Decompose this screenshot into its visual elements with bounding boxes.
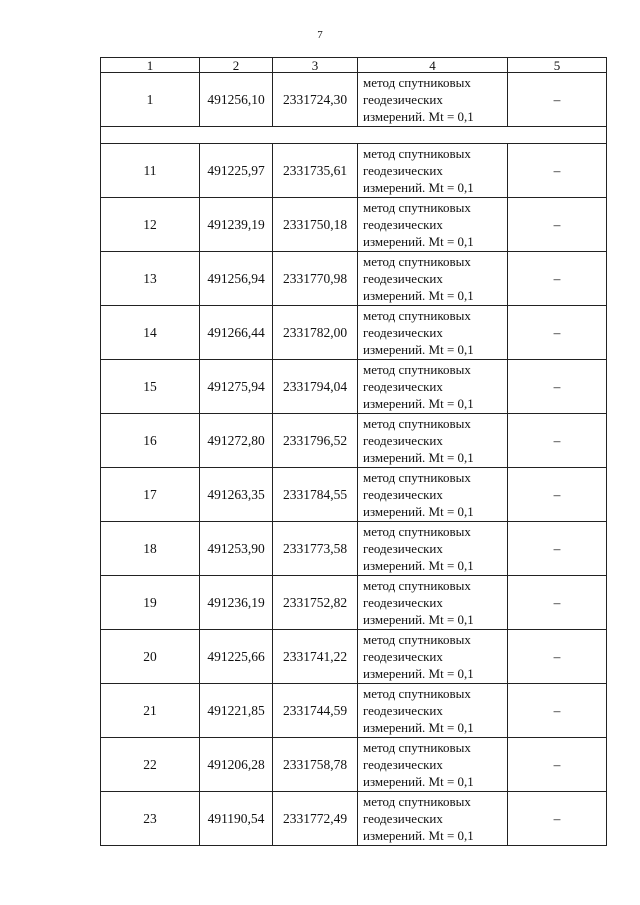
method-line: измерений. Mt = 0,1 [363,666,474,681]
y-coordinate-cell: 2331735,61 [273,144,358,198]
y-coordinate-cell: 2331782,00 [273,306,358,360]
method-line: метод спутниковых [363,578,471,593]
table-row [101,414,607,468]
table-row [101,684,607,738]
column-header: 5 [508,58,607,73]
method-cell [358,360,508,414]
method-line: метод спутниковых [363,470,471,485]
x-coordinate-cell: 491256,10 [200,73,273,127]
method-line: метод спутниковых [363,416,471,431]
method-cell [358,144,508,198]
method-line: геодезических [363,595,443,610]
method-line: измерений. Mt = 0,1 [363,288,474,303]
description-cell: – [508,306,607,360]
method-line: измерений. Mt = 0,1 [363,109,474,124]
coordinates-table-body [101,58,607,846]
y-coordinate-cell: 2331750,18 [273,198,358,252]
method-line: измерений. Mt = 0,1 [363,180,474,195]
coordinates-table [100,57,607,846]
method-line: измерений. Mt = 0,1 [363,612,474,627]
method-line: геодезических [363,703,443,718]
method-line: геодезических [363,811,443,826]
method-line: метод спутниковых [363,75,471,90]
point-number-cell: 12 [101,198,200,252]
method-cell [358,306,508,360]
table-row [101,468,607,522]
table-row [101,252,607,306]
point-number-cell: 18 [101,522,200,576]
y-coordinate-cell: 2331758,78 [273,738,358,792]
table-row [101,198,607,252]
y-coordinate-cell: 2331724,30 [273,73,358,127]
description-cell: – [508,198,607,252]
method-line: геодезических [363,757,443,772]
column-header: 2 [200,58,273,73]
description-cell: – [508,522,607,576]
x-coordinate-cell: 491225,66 [200,630,273,684]
y-coordinate-cell: 2331744,59 [273,684,358,738]
method-line: метод спутниковых [363,632,471,647]
method-line: измерений. Mt = 0,1 [363,396,474,411]
table-row [101,73,607,127]
table-row [101,306,607,360]
table-row [101,738,607,792]
x-coordinate-cell: 491272,80 [200,414,273,468]
column-header: 3 [273,58,358,73]
method-line: геодезических [363,379,443,394]
method-line: измерений. Mt = 0,1 [363,342,474,357]
method-line: геодезических [363,325,443,340]
method-line: геодезических [363,433,443,448]
method-line: измерений. Mt = 0,1 [363,450,474,465]
table-header-row [101,58,607,73]
point-number-cell: 19 [101,576,200,630]
point-number-cell: 21 [101,684,200,738]
method-cell [358,684,508,738]
method-line: метод спутниковых [363,524,471,539]
table-row [101,576,607,630]
x-coordinate-cell: 491206,28 [200,738,273,792]
method-line: метод спутниковых [363,146,471,161]
column-header: 4 [358,58,508,73]
point-number-cell: 1 [101,73,200,127]
method-cell [358,414,508,468]
point-number-cell: 22 [101,738,200,792]
description-cell: – [508,468,607,522]
method-line: метод спутниковых [363,794,471,809]
x-coordinate-cell: 491253,90 [200,522,273,576]
method-line: геодезических [363,217,443,232]
method-line: измерений. Mt = 0,1 [363,828,474,843]
method-line: геодезических [363,271,443,286]
table-row [101,792,607,846]
x-coordinate-cell: 491266,44 [200,306,273,360]
method-line: геодезических [363,649,443,664]
table-row [101,360,607,414]
y-coordinate-cell: 2331741,22 [273,630,358,684]
table-row [101,630,607,684]
y-coordinate-cell: 2331773,58 [273,522,358,576]
description-cell: – [508,738,607,792]
method-line: метод спутниковых [363,254,471,269]
point-number-cell: 11 [101,144,200,198]
point-number-cell: 23 [101,792,200,846]
table-row [101,144,607,198]
point-number-cell: 13 [101,252,200,306]
description-cell: – [508,252,607,306]
description-cell: – [508,144,607,198]
y-coordinate-cell: 2331772,49 [273,792,358,846]
method-line: метод спутниковых [363,740,471,755]
page-number: 7 [317,29,323,41]
description-cell: – [508,360,607,414]
point-number-cell: 17 [101,468,200,522]
method-line: геодезических [363,541,443,556]
x-coordinate-cell: 491263,35 [200,468,273,522]
column-header: 1 [101,58,200,73]
table-row [101,522,607,576]
method-line: измерений. Mt = 0,1 [363,504,474,519]
description-cell: – [508,414,607,468]
method-line: измерений. Mt = 0,1 [363,720,474,735]
method-cell [358,576,508,630]
method-line: геодезических [363,92,443,107]
method-cell [358,792,508,846]
point-number-cell: 16 [101,414,200,468]
x-coordinate-cell: 491275,94 [200,360,273,414]
y-coordinate-cell: 2331794,04 [273,360,358,414]
x-coordinate-cell: 491239,19 [200,198,273,252]
y-coordinate-cell: 2331752,82 [273,576,358,630]
point-number-cell: 20 [101,630,200,684]
method-cell [358,522,508,576]
method-cell [358,630,508,684]
method-line: геодезических [363,487,443,502]
description-cell: – [508,792,607,846]
method-line: метод спутниковых [363,686,471,701]
description-cell: – [508,576,607,630]
description-cell: – [508,73,607,127]
y-coordinate-cell: 2331770,98 [273,252,358,306]
method-cell [358,73,508,127]
x-coordinate-cell: 491256,94 [200,252,273,306]
description-cell: – [508,630,607,684]
method-line: измерений. Mt = 0,1 [363,558,474,573]
method-line: метод спутниковых [363,362,471,377]
method-line: измерений. Mt = 0,1 [363,774,474,789]
point-number-cell: 15 [101,360,200,414]
x-coordinate-cell: 491236,19 [200,576,273,630]
method-line: геодезических [363,163,443,178]
method-cell [358,738,508,792]
method-cell [358,468,508,522]
point-number-cell: 14 [101,306,200,360]
method-line: измерений. Mt = 0,1 [363,234,474,249]
description-cell: – [508,684,607,738]
x-coordinate-cell: 491225,97 [200,144,273,198]
method-cell [358,252,508,306]
x-coordinate-cell: 491221,85 [200,684,273,738]
method-line: метод спутниковых [363,200,471,215]
method-cell [358,198,508,252]
table-gap-cell [101,127,607,144]
y-coordinate-cell: 2331784,55 [273,468,358,522]
table-gap-row [101,127,607,144]
method-line: метод спутниковых [363,308,471,323]
y-coordinate-cell: 2331796,52 [273,414,358,468]
x-coordinate-cell: 491190,54 [200,792,273,846]
